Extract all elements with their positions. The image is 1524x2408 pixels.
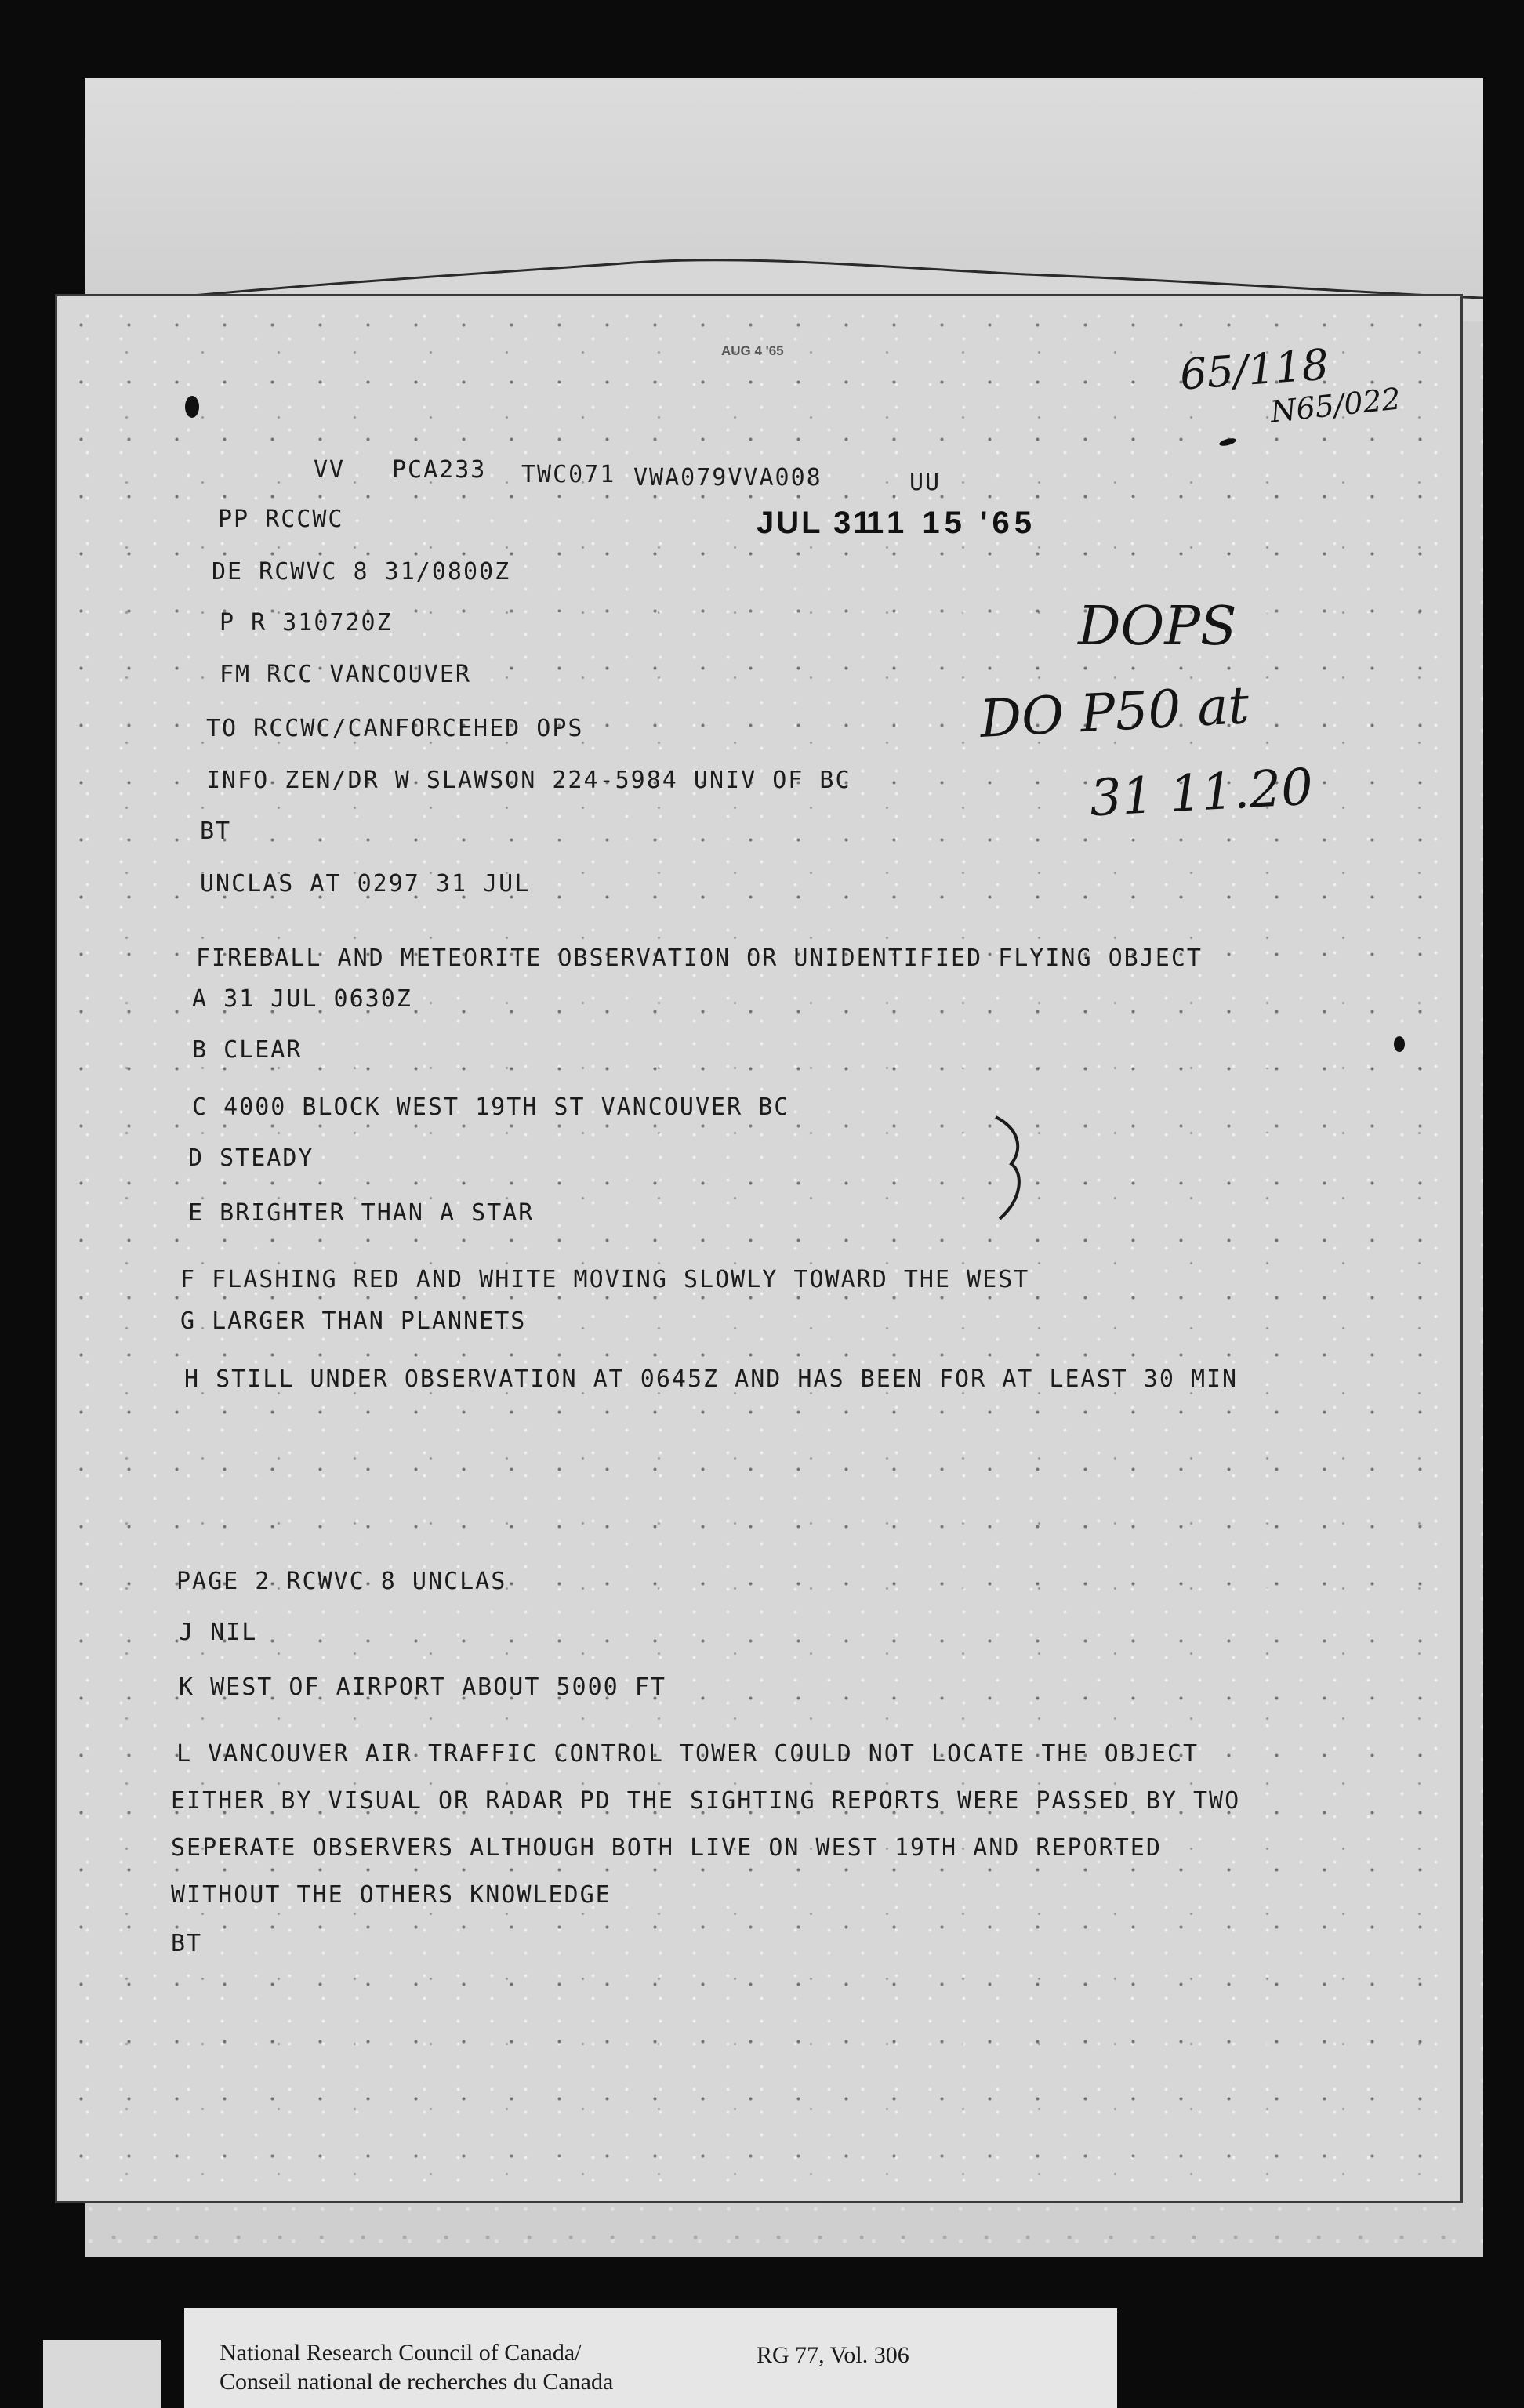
item-d: D STEADY	[188, 1144, 314, 1172]
dops-note-line3: 31 11.20	[1088, 758, 1315, 829]
receipt-stamp: AUG 4 '65	[721, 343, 784, 358]
item-h: H STILL UNDER OBSERVATION AT 0645Z AND HAS BEEN FOR AT LEAST 30 MIN	[184, 1365, 1239, 1393]
handwritten-brace	[988, 1113, 1035, 1223]
routing-indicator-3: TWC071	[521, 461, 616, 488]
item-b: B CLEAR	[192, 1036, 303, 1064]
item-l-line3: SEPERATE OBSERVERS ALTHOUGH BOTH LIVE ON WEST 19TH AND REPORTED	[171, 1834, 1162, 1862]
item-c: C 4000 BLOCK WEST 19TH ST VANCOUVER BC	[192, 1093, 790, 1121]
from-line: FM RCC VANCOUVER	[220, 661, 471, 688]
item-e: E BRIGHTER THAN A STAR	[188, 1199, 535, 1227]
routing-indicator-5: UU	[909, 469, 942, 496]
bt-close: BT	[171, 1930, 203, 1957]
de-line: DE RCWVC 8 31/0800Z	[212, 558, 511, 586]
precedence-line: PP RCCWC	[218, 506, 344, 533]
pr-line: P R 310720Z	[220, 609, 393, 636]
subject-line: FIREBALL AND METEORITE OBSERVATION OR UNIDENTIFIED FLYING OBJECT	[196, 945, 1203, 972]
routing-indicator-2: PCA233	[392, 456, 487, 484]
archive-reference: RG 77, Vol. 306	[757, 2342, 909, 2368]
bt-open: BT	[200, 818, 232, 845]
date-stamp-month-day: JUL 31	[757, 506, 873, 540]
info-line: INFO ZEN/DR W SLAWSON 224-5984 UNIV OF BC	[206, 767, 851, 794]
item-l-line2: EITHER BY VISUAL OR RADAR PD THE SIGHTING REPORTS WERE PASSED BY TWO	[171, 1787, 1241, 1815]
item-f: F FLASHING RED AND WHITE MOVING SLOWLY TOWARD THE WEST	[180, 1266, 1030, 1293]
hole-punch-mark	[185, 396, 199, 418]
to-line: TO RCCWC/CANFORCEHED OPS	[206, 715, 584, 742]
routing-indicator-4: VWA079VVA008	[633, 464, 822, 491]
item-a: A 31 JUL 0630Z	[192, 985, 412, 1013]
page2-header: PAGE 2 RCWVC 8 UNCLAS	[176, 1568, 507, 1595]
routing-indicator-1: VV	[314, 456, 346, 484]
classification-line: UNCLAS AT 0297 31 JUL	[200, 870, 531, 898]
file-number-handwritten: 65/118	[1178, 339, 1330, 400]
item-j: J NIL	[179, 1619, 258, 1646]
date-stamp-time-year: 11 15 '65	[866, 506, 1037, 540]
file-number-secondary-handwritten: N65/022	[1268, 381, 1402, 430]
item-g: G LARGER THAN PLANNETS	[180, 1307, 527, 1335]
ink-blot	[1394, 1036, 1405, 1052]
item-l-line1: L VANCOUVER AIR TRAFFIC CONTROL TOWER COULD NOT LOCATE THE OBJECT	[176, 1740, 1199, 1768]
dops-note-line1: DOPS	[1078, 596, 1237, 658]
item-k: K WEST OF AIRPORT ABOUT 5000 FT	[179, 1674, 666, 1701]
archive-label-line1: National Research Council of Canada/	[220, 2340, 582, 2366]
archive-label-line2: Conseil national de recherches du Canada	[220, 2369, 614, 2395]
label-side-block-left	[43, 2340, 161, 2408]
dops-note-line2: DO P50 at	[978, 675, 1251, 749]
item-l-line4: WITHOUT THE OTHERS KNOWLEDGE	[171, 1881, 611, 1909]
